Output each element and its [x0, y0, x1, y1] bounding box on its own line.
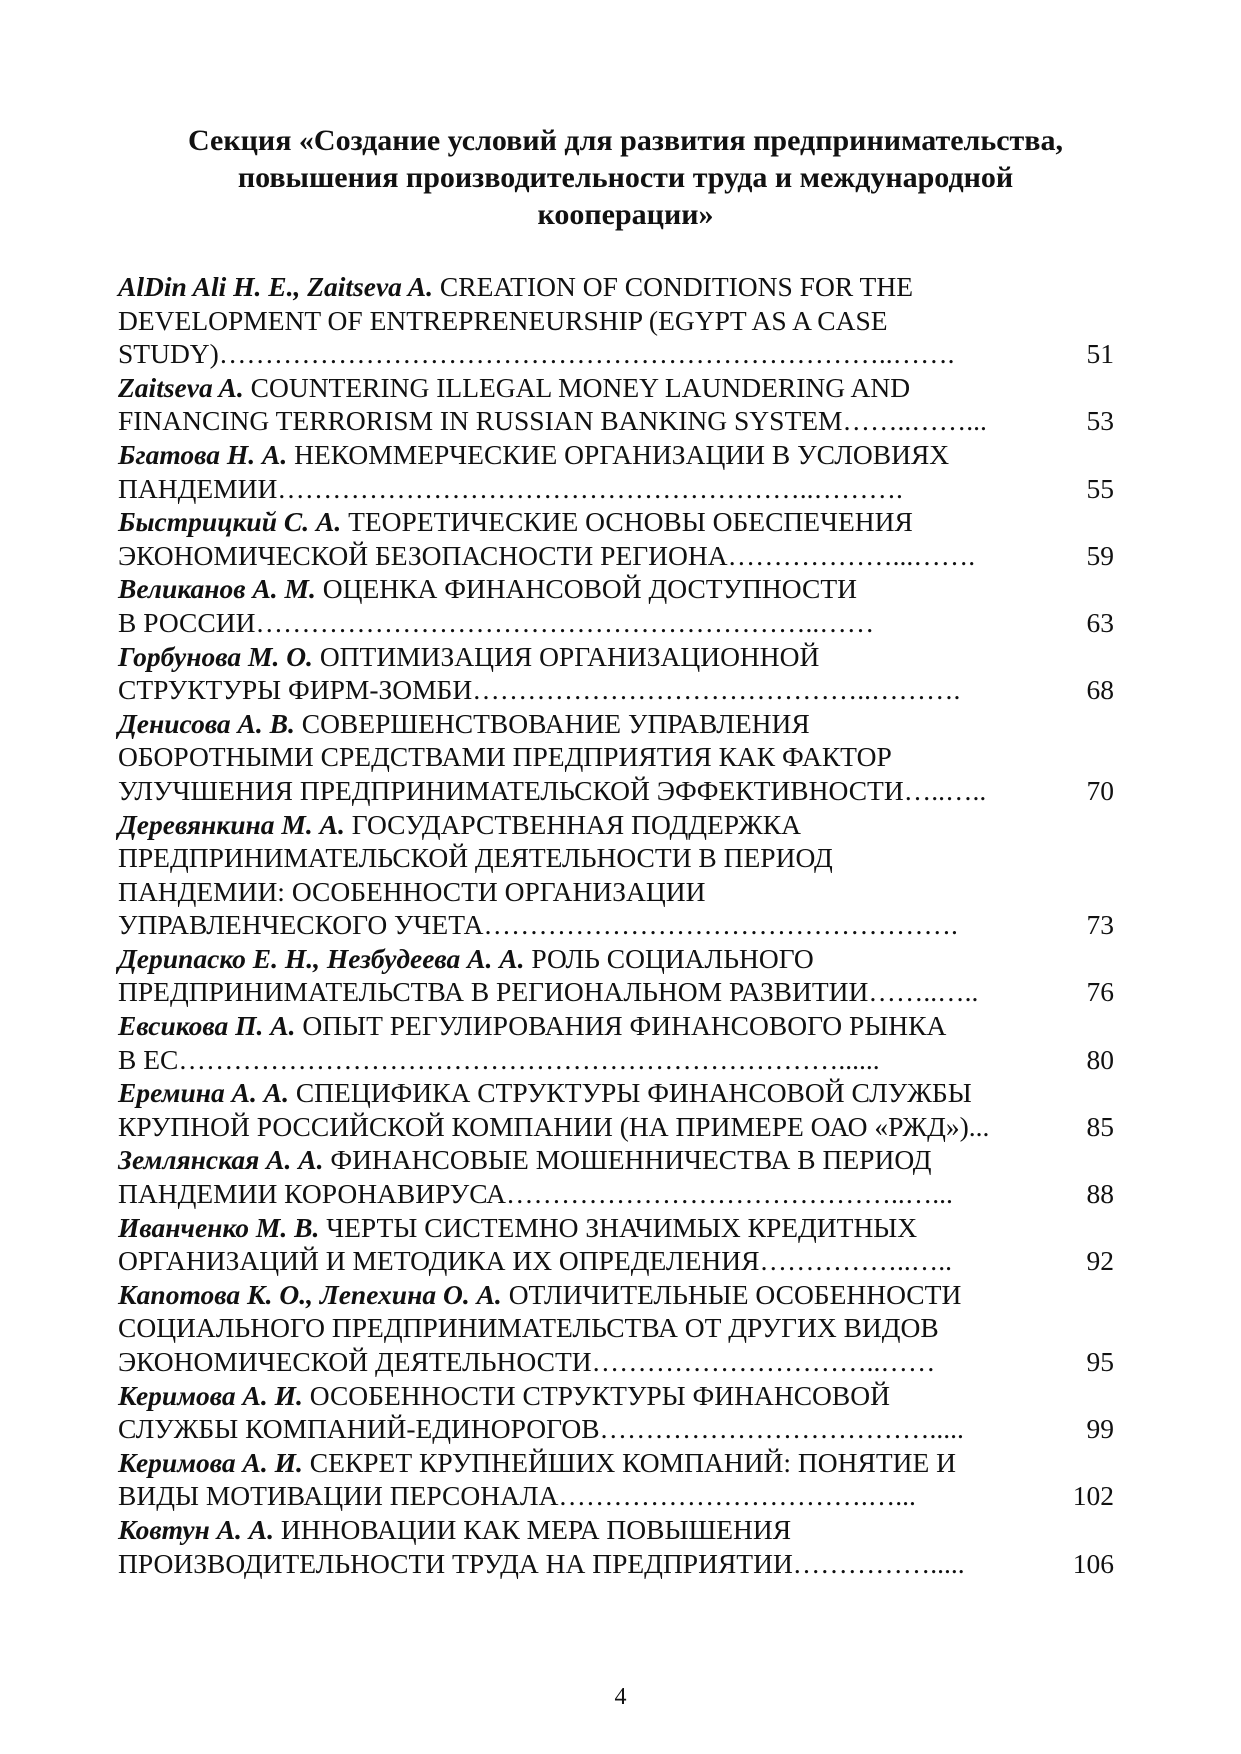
toc-entry-line — [118, 975, 1032, 1009]
toc-entry-title-text: СЛУЖБЫ КОМПАНИЙ-ЕДИНОРОГОВ………………………………..... — [118, 1413, 964, 1445]
toc-entry-page-number: 55 — [1086, 472, 1114, 504]
toc-entry-title-text: СОЦИАЛЬНОГО ПРЕДПРИНИМАТЕЛЬСТВА ОТ ДРУГИХ ВИДОВ — [118, 1312, 939, 1344]
toc-entry-page-number: 106 — [1072, 1547, 1114, 1579]
toc-entry — [118, 505, 1128, 572]
toc-entry-authors: Zaitseva A. — [118, 371, 244, 403]
toc-entry-page-number: 99 — [1086, 1413, 1114, 1445]
toc-entry — [118, 808, 1128, 942]
toc-entry-title-text: STUDY)………………………………………………………………..……. — [118, 338, 955, 370]
toc-entry — [118, 1379, 1128, 1446]
toc-entry-title-text: ТЕОРЕТИЧЕСКИЕ ОСНОВЫ ОБЕСПЕЧЕНИЯ — [348, 506, 913, 538]
toc-entry-title-text: COUNTERING ILLEGAL MONEY LAUNDERING AND — [250, 371, 911, 403]
toc-entry-page-number: 102 — [1072, 1480, 1114, 1512]
page-number: 4 — [614, 1684, 627, 1710]
toc-entry-title-text: ОПТИМИЗАЦИЯ ОРГАНИЗАЦИОННОЙ — [319, 640, 820, 672]
toc-entry-page-number: 68 — [1086, 674, 1114, 706]
toc-entry-line — [118, 606, 1032, 640]
toc-entry-line — [118, 1311, 1032, 1345]
toc-entry-authors: Деревянкина М. А. — [118, 808, 345, 840]
toc-entry-title-text: ПРЕДПРИНИМАТЕЛЬСТВА В РЕГИОНАЛЬНОМ РАЗВИТИИ……..….. — [118, 976, 979, 1008]
toc-entry-page-number: 80 — [1086, 1043, 1114, 1075]
toc-entry-line — [118, 1345, 1032, 1379]
toc-entry-title-text: СОВЕРШЕНСТВОВАНИЕ УПРАВЛЕНИЯ — [301, 707, 810, 739]
toc-entry-line — [118, 707, 1032, 741]
toc-entry-authors: Великанов А. М. — [118, 573, 316, 605]
toc-entry — [118, 572, 1128, 639]
toc-entry-title-text: ГОСУДАРСТВЕННАЯ ПОДДЕРЖКА — [351, 808, 801, 840]
toc-entry-title-text: ОБОРОТНЫМИ СРЕДСТВАМИ ПРЕДПРИЯТИЯ КАК ФАКТОР — [118, 741, 892, 773]
toc-entry-line — [118, 1446, 1032, 1480]
toc-entry-title-text: DEVELOPMENT OF ENTREPRENEURSHIP (EGYPT AS A CASE — [118, 304, 888, 336]
toc-entry-title-text: НЕКОММЕРЧЕСКИЕ ОРГАНИЗАЦИИ В УСЛОВИЯХ — [294, 438, 950, 470]
toc-entry-line — [118, 640, 1032, 674]
toc-entry-title-text: ОПЫТ РЕГУЛИРОВАНИЯ ФИНАНСОВОГО РЫНКА — [302, 1010, 947, 1042]
toc-entry-line — [118, 404, 1032, 438]
toc-entry-line — [118, 572, 1032, 606]
toc-entry-page-number: 76 — [1086, 976, 1114, 1008]
toc-entry-authors: Денисова А. В. — [118, 707, 295, 739]
toc-entry-title-text: ВИДЫ МОТИВАЦИИ ПЕРСОНАЛА…………………………….…... — [118, 1480, 916, 1512]
toc-entry — [118, 1446, 1128, 1513]
toc-entry-line — [118, 1379, 1032, 1413]
toc-entry-line — [118, 1278, 1032, 1312]
toc-entry-title-text: ПРЕДПРИНИМАТЕЛЬСКОЙ ДЕЯТЕЛЬНОСТИ В ПЕРИОД — [118, 842, 833, 874]
toc-entry-authors: Керимова А. И. — [118, 1446, 303, 1478]
toc-entry-line — [118, 1244, 1032, 1278]
section-title — [130, 122, 1121, 233]
toc-entry-line — [118, 1110, 1032, 1144]
toc-entry — [118, 640, 1128, 707]
toc-entry-title-text: ПАНДЕМИИ: ОСОБЕННОСТИ ОРГАНИЗАЦИИ — [118, 875, 706, 907]
toc-entry-title-text: СПЕЦИФИКА СТРУКТУРЫ ФИНАНСОВОЙ СЛУЖБЫ — [295, 1077, 972, 1109]
toc-entry-authors: Ковтун А. А. — [118, 1513, 275, 1545]
toc-entry-line — [118, 539, 1032, 573]
toc-entry-title-text: СТРУКТУРЫ ФИРМ-ЗОМБИ……………………………………..………. — [118, 674, 961, 706]
toc-entry-line — [118, 505, 1032, 539]
toc-entry-page-number: 59 — [1086, 539, 1114, 571]
section-title-line: кооперации» — [537, 198, 714, 231]
toc-entry-title-text: ПАНДЕМИИ КОРОНАВИРУСА……………………………………..…... — [118, 1178, 953, 1210]
toc-entry-authors: AlDin Ali H. E., Zaitseva A. — [118, 271, 434, 302]
toc-entry-authors: Иванченко М. В. — [118, 1211, 320, 1243]
toc-entry-line — [118, 1513, 1032, 1547]
toc-entry — [118, 1076, 1128, 1143]
toc-entry-line — [118, 1009, 1032, 1043]
toc-entry-line — [118, 1043, 1032, 1077]
toc-entry-line — [118, 1177, 1032, 1211]
toc-entry-title-text: ОЦЕНКА ФИНАНСОВОЙ ДОСТУПНОСТИ — [322, 573, 857, 605]
toc-entry-line — [118, 1143, 1032, 1177]
toc-entry-title-text: РОЛЬ СОЦИАЛЬНОГО — [531, 942, 814, 974]
toc-entry-authors: Землянская А. А. — [118, 1144, 324, 1176]
toc-entry-title-text: ПРОИЗВОДИТЕЛЬНОСТИ ТРУДА НА ПРЕДПРИЯТИИ……………..... — [118, 1547, 965, 1579]
toc-entry-line — [118, 1479, 1032, 1513]
toc-entry-line — [118, 270, 1032, 304]
toc-entry-line — [118, 740, 1032, 774]
toc-entry — [118, 1211, 1128, 1278]
toc-entry-line — [118, 1076, 1032, 1110]
toc-entry-title-text: ОРГАНИЗАЦИЙ И МЕТОДИКА ИХ ОПРЕДЕЛЕНИЯ……………..….. — [118, 1245, 952, 1277]
toc-entry-page-number: 95 — [1086, 1346, 1114, 1377]
toc-entry — [118, 1278, 1128, 1379]
toc-entry-title-text: УЛУЧШЕНИЯ ПРЕДПРИНИМАТЕЛЬСКОЙ ЭФФЕКТИВНОСТИ…..….. — [118, 774, 987, 806]
toc-entry-line — [118, 841, 1032, 875]
toc-entry-line — [118, 908, 1032, 942]
toc-entry-page-number: 51 — [1086, 338, 1114, 370]
toc-entry-page-number: 70 — [1086, 774, 1114, 806]
toc-entry-title-text: FINANCING TERRORISM IN RUSSIAN BANKING SYSTEM……..……... — [118, 405, 987, 437]
toc-entry — [118, 707, 1128, 808]
toc-entry-line — [118, 875, 1032, 909]
toc-entry-page-number: 85 — [1086, 1110, 1114, 1142]
toc-entry-authors: Еремина А. А. — [118, 1077, 289, 1109]
toc-entry-authors: Горбунова М. О. — [118, 640, 313, 672]
toc-entry — [118, 438, 1128, 505]
toc-entry-title-text: ПАНДЕМИИ…………………………………………………..………. — [118, 472, 903, 504]
toc-entry — [118, 371, 1128, 438]
toc-entry — [118, 1143, 1128, 1210]
toc-entry-line — [118, 1211, 1032, 1245]
toc-entry — [118, 1009, 1128, 1076]
toc-entry-line — [118, 673, 1032, 707]
toc-entry-title-text: ОТЛИЧИТЕЛЬНЫЕ ОСОБЕННОСТИ — [508, 1278, 962, 1310]
toc-entry-line — [118, 808, 1032, 842]
toc-entry-authors: Капотова К. О., Лепехина О. А. — [118, 1278, 502, 1310]
section-title-line: повышения производительности труда и международной — [237, 161, 1014, 194]
toc-entry-authors: Дерипаско Е. Н., Незбудеева А. А. — [118, 942, 525, 974]
toc-entry-line — [118, 1412, 1032, 1446]
toc-entry-authors: Керимова А. И. — [118, 1379, 303, 1411]
toc-entry — [118, 942, 1128, 1009]
toc-entry-line — [118, 304, 1032, 338]
toc-entry-title-text: ЭКОНОМИЧЕСКОЙ БЕЗОПАСНОСТИ РЕГИОНА………………...……. — [118, 539, 976, 571]
table-of-contents — [118, 270, 1128, 1580]
toc-entry-line — [118, 1547, 1032, 1581]
toc-entry-line — [118, 371, 1032, 405]
toc-entry-title-text: ЭКОНОМИЧЕСКОЙ ДЕЯТЕЛЬНОСТИ…………………………..…… — [118, 1346, 936, 1377]
toc-entry-title-text: СЕКРЕТ КРУПНЕЙШИХ КОМПАНИЙ: ПОНЯТИЕ И — [309, 1446, 957, 1478]
toc-entry-authors: Быстрицкий С. А. — [118, 506, 342, 538]
toc-entry-line — [118, 472, 1032, 506]
toc-entry-title-text: КРУПНОЙ РОССИЙСКОЙ КОМПАНИИ (НА ПРИМЕРЕ ОАО «РЖД»)... — [118, 1110, 990, 1142]
toc-entry-line — [118, 337, 1032, 371]
toc-entry-line — [118, 774, 1032, 808]
toc-entry-title-text: ЧЕРТЫ СИСТЕМНО ЗНАЧИМЫХ КРЕДИТНЫХ — [326, 1211, 918, 1243]
toc-entry-page-number: 88 — [1086, 1178, 1114, 1210]
toc-entry-line — [118, 942, 1032, 976]
toc-entry-line — [118, 438, 1032, 472]
toc-entry-title-text: ИННОВАЦИИ КАК МЕРА ПОВЫШЕНИЯ — [280, 1513, 792, 1545]
toc-entry-title-text: ОСОБЕННОСТИ СТРУКТУРЫ ФИНАНСОВОЙ — [309, 1379, 890, 1411]
toc-entry-authors: Бгатова Н. А. — [118, 438, 288, 470]
toc-entry-title-text: ФИНАНСОВЫЕ МОШЕННИЧЕСТВА В ПЕРИОД — [330, 1144, 932, 1176]
toc-entry-authors: Евсикова П. А. — [118, 1010, 296, 1042]
toc-entry-page-number: 92 — [1086, 1245, 1114, 1277]
toc-entry-title-text: CREATION OF CONDITIONS FOR THE — [439, 271, 914, 302]
toc-entry-title-text: В РОССИИ……………………………………………………..…… — [118, 606, 875, 638]
toc-entry-page-number: 63 — [1086, 606, 1114, 638]
toc-entry-page-number: 53 — [1086, 405, 1114, 437]
toc-entry-title-text: УПРАВЛЕНЧЕСКОГО УЧЕТА……………………………………………. — [118, 909, 958, 941]
toc-entry — [118, 270, 1128, 371]
toc-entry — [118, 1513, 1128, 1580]
section-title-line: Секция «Создание условий для развития предпринимательства, — [188, 124, 1063, 157]
toc-entry-page-number: 73 — [1086, 909, 1114, 941]
toc-entry-title-text: В ЕС………………………………………………………………...... — [118, 1043, 880, 1075]
